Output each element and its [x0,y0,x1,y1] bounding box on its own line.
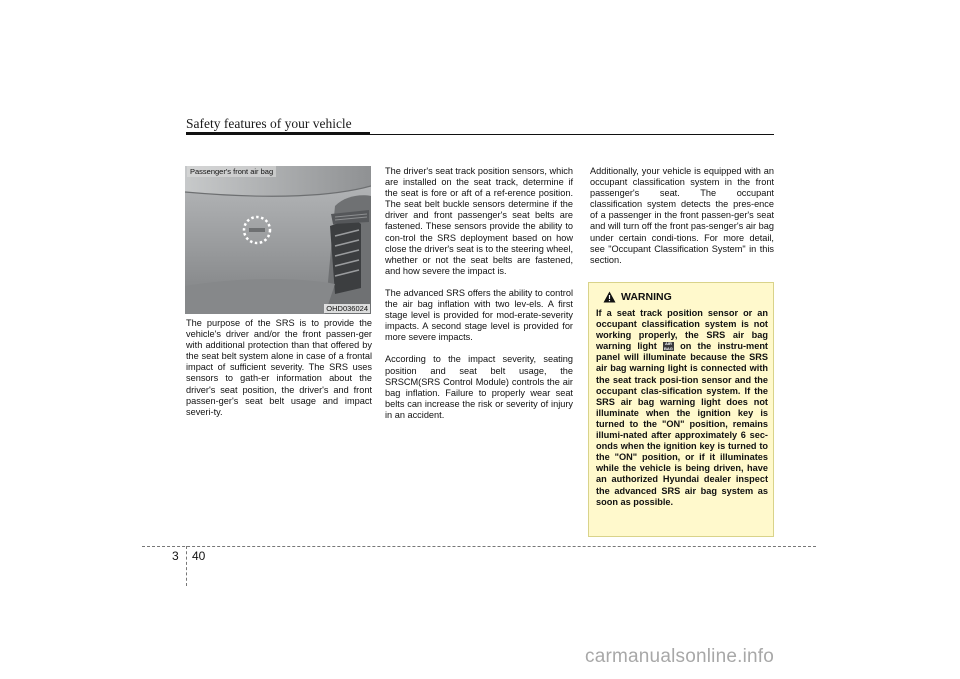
page-header-title: Safety features of your vehicle [186,116,352,131]
footer-vertical-rule [186,546,187,586]
warning-triangle-icon [603,291,616,303]
airbag-figure [185,166,371,314]
figure-caption: Passenger's front air bag [187,166,276,177]
header-rule-thin [370,134,774,135]
paragraph: The driver's seat track position sensors, which are installed on the seat track, determine if the seat is fore or aft of a ref-erence position. The seat belt buckle sensors determine if the driver and front passenger's seat belts are fastened. These sensors provide the ability to con-trol the SRS deployment based on how close the driver's seat is to the steering wheel, whether or not the seat belts are fastened, and how severe the impact is. [385,166,573,276]
warning-text-part: on the instru-ment panel will illuminate because the SRS air bag warning light is connected with the seat track posi-tion sensor and the occupant clas-sification system. If the SRS air bag warning light does not illuminate when the ignition key is turned to the "ON" position, remains illumi-nated after approximately 6 sec-onds when the ignition key is turned to the "ON" position, or if it illuminates while the vehicle is being driven, have an authorized Hyundai dealer inspect the advanced SRS air bag system as soon as possible. [596,341,768,507]
paragraph: Additionally, your vehicle is equipped with an occupant classification system in the front passenger's seat. The occupant classification system detects the pres-ence of a passenger in the front passen-ger's seat and will turn off the front pas-senger's air bag under certain condi-tions. For more detail, see "Occupant Classification System" in this section. [590,166,774,265]
paragraph: The advanced SRS offers the ability to control the air bag inflation with two lev-els. A first stage level is provided for mod-erate-severity impacts. A second stage level is provided for more severe impacts. [385,287,573,343]
paragraph: The purpose of the SRS is to provide the vehicle's driver and/or the front passen-ger with additional protection than that offered by the seat belt system alone in case of a frontal impact of sufficient severity. The SRS uses sensors to gath-er information about the driver's seat position, the driver's and front passen-ger's seat belt usage and impact severi-ty. [186,318,372,417]
watermark: carmanualsonline.info [585,646,775,667]
text-column-2 [385,166,573,432]
paragraph: According to the impact severity, seating position and seat belt usage, the SRSCM(SRS Control Module) controls the air bag inflation. Failure to properly wear seat belts can increase the risk or severity of injury in an accident. [385,354,573,420]
chapter-number: 3 [172,549,179,563]
footer-rule [142,546,816,547]
dashboard-illustration [185,166,371,314]
text-column-1 [186,318,372,429]
airbag-icon-line: AIR [665,341,672,347]
airbag-icon-line: BAG [664,345,673,351]
figure-code: OHD036024 [326,304,368,313]
warning-text-part: If a seat track position sensor or an occupant classification system is not working properly, the SRS air bag warning light [596,308,768,352]
warning-title: WARNING [621,291,672,303]
text-column-3 [590,166,774,277]
airbag-warning-light-icon [663,342,674,351]
page-number: 40 [192,549,206,563]
header-rule-thick [186,132,370,135]
warning-header [595,289,770,303]
warning-box [588,282,774,537]
warning-text [596,308,768,508]
